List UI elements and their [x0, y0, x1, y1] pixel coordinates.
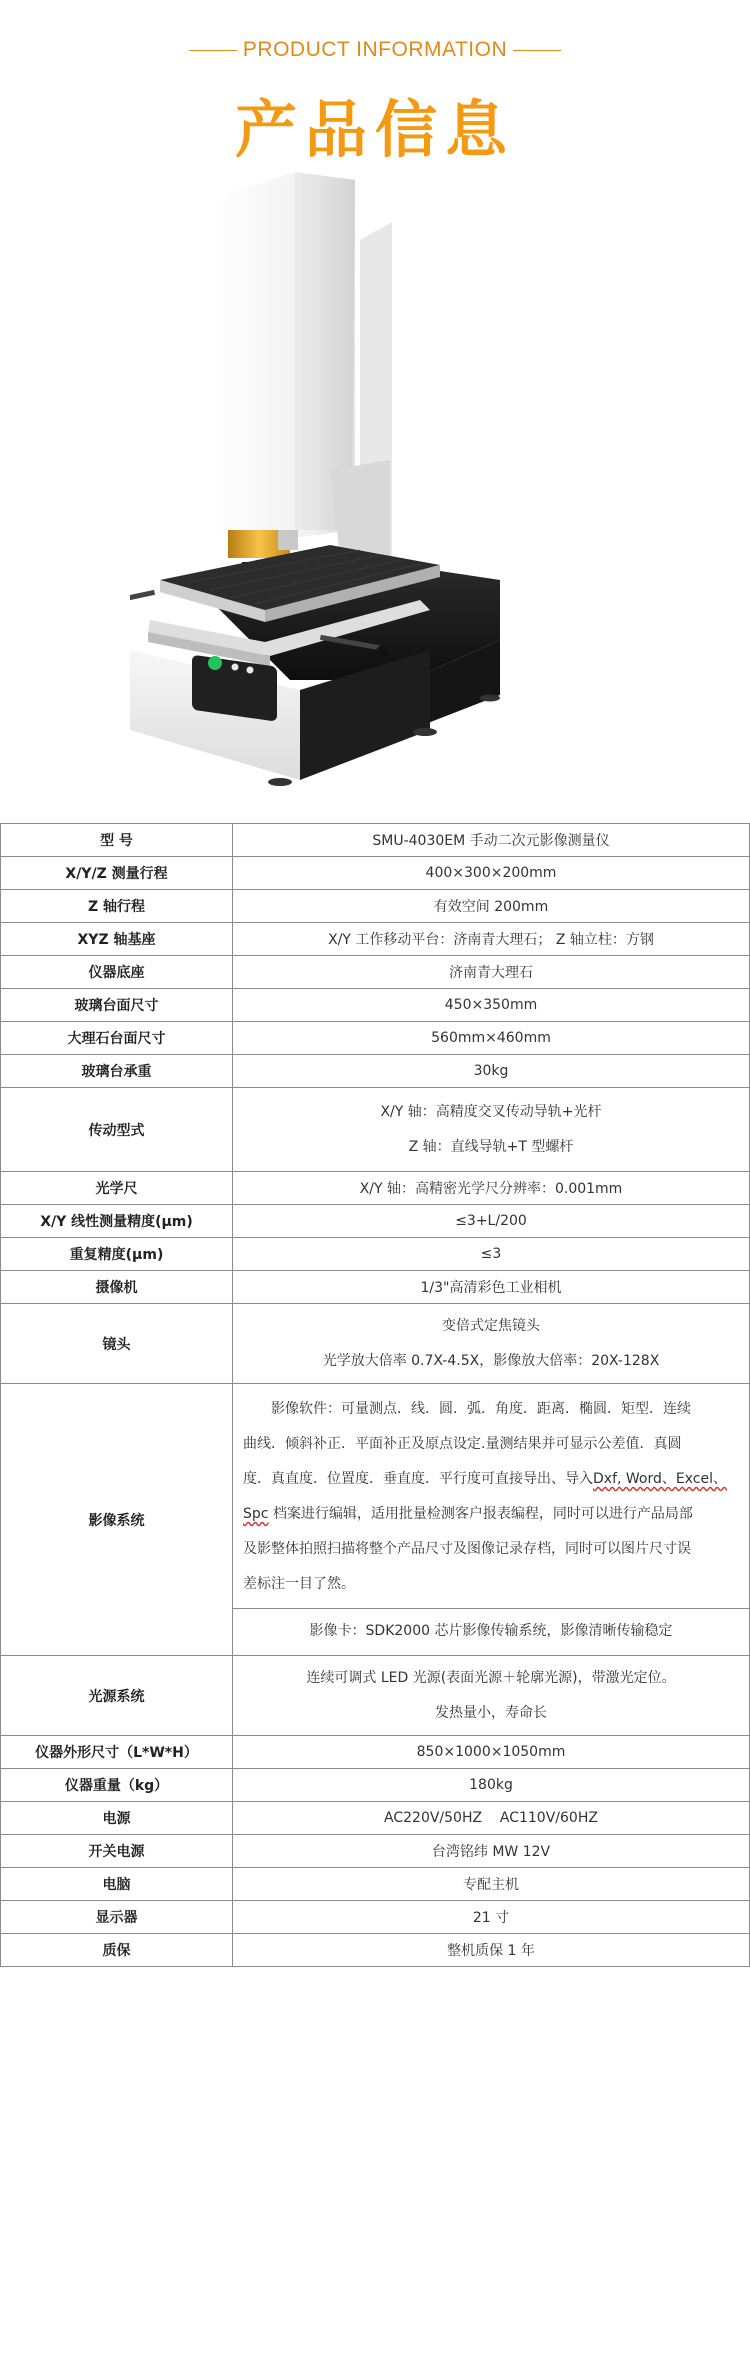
spec-key: 质保: [1, 1934, 233, 1967]
spec-key: X/Y/Z 测量行程: [1, 857, 233, 890]
spec-value: [233, 1656, 750, 1736]
spec-value: 400×300×200mm: [233, 857, 750, 890]
spec-key: 摄像机: [1, 1271, 233, 1304]
spec-value: 560mm×460mm: [233, 1022, 750, 1055]
spec-key: 重复精度(μm): [1, 1238, 233, 1271]
spec-row: [1, 1384, 750, 1656]
spec-key: XYZ 轴基座: [1, 923, 233, 956]
spec-key: Z 轴行程: [1, 890, 233, 923]
spec-key: 仪器外形尺寸（L*W*H）: [1, 1736, 233, 1769]
spec-key: 电脑: [1, 1868, 233, 1901]
spec-key: 显示器: [1, 1901, 233, 1934]
spec-row: [1, 1271, 750, 1304]
para-spc: Spc: [243, 1506, 269, 1522]
spec-row: [1, 857, 750, 890]
english-title-text: PRODUCT INFORMATION: [242, 38, 508, 61]
spec-key: 传动型式: [1, 1088, 233, 1172]
spec-row: [1, 824, 750, 857]
spec-row: [1, 1736, 750, 1769]
spec-key: 型 号: [1, 824, 233, 857]
spec-row: [1, 1022, 750, 1055]
spec-row: [1, 1934, 750, 1967]
title-rule-right: [513, 50, 561, 51]
spec-value: [233, 1088, 750, 1172]
spec-row: [1, 989, 750, 1022]
spec-key: 镜头: [1, 1304, 233, 1384]
spec-row: [1, 1901, 750, 1934]
spec-row: [1, 1088, 750, 1172]
spec-row: [1, 1238, 750, 1271]
spec-value: 济南青大理石: [233, 956, 750, 989]
imaging-software-description: [233, 1386, 749, 1608]
spec-value: 180kg: [233, 1769, 750, 1802]
product-image: [130, 170, 630, 810]
spec-row: [1, 1172, 750, 1205]
spec-row: [1, 956, 750, 989]
spec-key: 影像系统: [1, 1384, 233, 1656]
spec-value: ≤3+L/200: [233, 1205, 750, 1238]
spec-table: [0, 823, 750, 1967]
spec-row: [1, 1868, 750, 1901]
chinese-title: 产品信息: [234, 93, 515, 166]
spec-row: [1, 1769, 750, 1802]
spec-value: 专配主机: [233, 1868, 750, 1901]
spec-row: [1, 923, 750, 956]
spec-value-line: X/Y 轴：高精度交叉传动导轨+光杆: [380, 1103, 602, 1120]
para-line: 差标注一目了然。: [243, 1576, 355, 1592]
para-export-terms: Dxf, Word、Excel、: [593, 1471, 727, 1487]
title-rule-left: [189, 50, 237, 51]
spec-key: X/Y 线性测量精度(μm): [1, 1205, 233, 1238]
spec-value-line: 发热量小，寿命长: [435, 1704, 547, 1721]
spec-key: 玻璃台面尺寸: [1, 989, 233, 1022]
spec-row: [1, 1055, 750, 1088]
spec-key: 光学尺: [1, 1172, 233, 1205]
spec-value-line: Z 轴：直线导轨+T 型螺杆: [408, 1138, 574, 1155]
english-title: [0, 38, 750, 62]
spec-value-line: 光学放大倍率 0.7X-4.5X，影像放大倍率：20X-128X: [322, 1352, 660, 1369]
spec-value: X/Y 工作移动平台：济南青大理石； Z 轴立柱：方钢: [233, 923, 750, 956]
spec-row: [1, 1304, 750, 1384]
spec-value: [233, 1384, 750, 1656]
spec-value: 1/3"高清彩色工业相机: [233, 1271, 750, 1304]
spec-key: 仪器重量（kg）: [1, 1769, 233, 1802]
spec-value: 450×350mm: [233, 989, 750, 1022]
para-line: 及影整体拍照扫描将整个产品尺寸及图像记录存档，同时可以图片尺寸误: [243, 1541, 691, 1557]
spec-value: SMU-4030EM 手动二次元影像测量仪: [233, 824, 750, 857]
spec-value: AC220V/50HZ AC110V/60HZ: [233, 1802, 750, 1835]
spec-value: 30kg: [233, 1055, 750, 1088]
spec-value-line: 变倍式定焦镜头: [442, 1317, 540, 1334]
spec-value: 850×1000×1050mm: [233, 1736, 750, 1769]
spec-key: 大理石台面尺寸: [1, 1022, 233, 1055]
spec-value: ≤3: [233, 1238, 750, 1271]
spec-value: 台湾铭纬 MW 12V: [233, 1835, 750, 1868]
spec-key: 玻璃台承重: [1, 1055, 233, 1088]
spec-value: X/Y 轴：高精密光学尺分辨率：0.001mm: [233, 1172, 750, 1205]
spec-value: 整机质保 1 年: [233, 1934, 750, 1967]
para-line: 档案进行编辑，适用批量检测客户报表编程，同时可以进行产品局部: [272, 1506, 693, 1522]
para-line: 曲线．倾斜补正．平面补正及原点设定.量测结果并可显示公差值．真圆: [243, 1436, 682, 1452]
spec-row: [1, 890, 750, 923]
spec-row: [1, 1656, 750, 1736]
spec-value: 21 寸: [233, 1901, 750, 1934]
spec-key: 开关电源: [1, 1835, 233, 1868]
para-line: 影像软件：可量测点．线．圆．弧．角度．距离．椭圆．矩型．连续: [271, 1401, 691, 1417]
spec-key: 仪器底座: [1, 956, 233, 989]
spec-row: [1, 1205, 750, 1238]
spec-value: 有效空间 200mm: [233, 890, 750, 923]
header: [0, 0, 750, 166]
spec-key: 电源: [1, 1802, 233, 1835]
spec-value: [233, 1304, 750, 1384]
spec-row: [1, 1802, 750, 1835]
para-line: 度．真直度．位置度．垂直度．平行度可直接导出、导入: [243, 1471, 593, 1487]
spec-key: 光源系统: [1, 1656, 233, 1736]
spec-row: [1, 1835, 750, 1868]
spec-value-line: 连续可调式 LED 光源(表面光源＋轮廓光源)，带激光定位。: [306, 1669, 676, 1686]
imaging-card: 影像卡：SDK2000 芯片影像传输系统，影像清晰传输稳定: [233, 1608, 749, 1653]
